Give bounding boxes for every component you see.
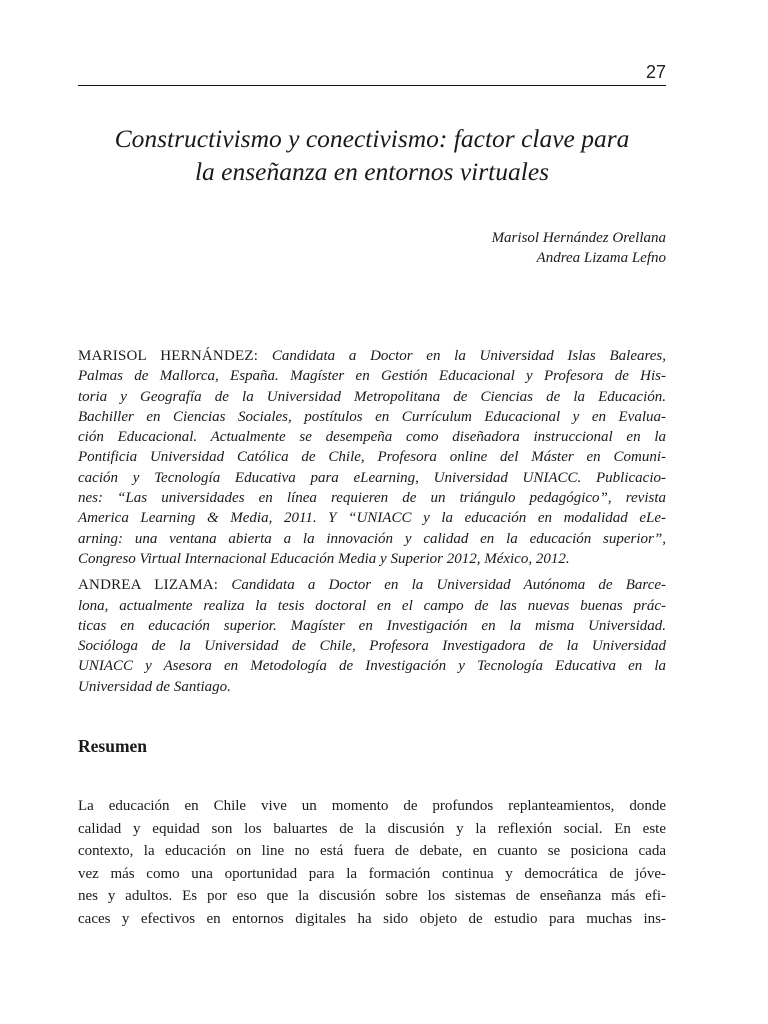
bio-line: America Learning & Media, 2011. Y “UNIACC y la educación en modalidad eLe- xyxy=(78,510,666,527)
bio-line: Socióloga de la Universidad de Chile, Profesora Investigadora de la Universidad xyxy=(78,638,666,655)
header-rule xyxy=(78,85,666,86)
bio-line: Congreso Virtual Internacional Educación Media y Superior 2012, México, 2012. xyxy=(78,550,570,567)
author-list xyxy=(492,228,666,268)
bio-line: Palmas de Mallorca, España. Magíster en Gestión Educacional y Profesora de His- xyxy=(78,368,666,385)
bio-line: toria y Geografía de la Universidad Metropolitana de Ciencias de la Educación. xyxy=(78,388,666,405)
bio-line: UNIACC y Asesora en Metodología de Investigación y Tecnología Educativa en la xyxy=(78,658,666,675)
bio-line xyxy=(78,575,666,595)
bio-author-name: ANDREA LIZAMA: xyxy=(78,577,219,594)
body-line: La educación en Chile vive un momento de profundos replanteamientos, donde xyxy=(78,798,666,814)
page-number: 27 xyxy=(645,62,666,82)
bio-line: Universidad de Santiago. xyxy=(78,678,231,695)
article-title xyxy=(78,122,666,188)
body-line: calidad y equidad son los baluartes de la discusión y la reflexión social. En este xyxy=(78,820,666,837)
bio-line: ción Educacional. Actualmente se desempeña como diseñadora instruccional en la xyxy=(78,429,666,446)
bio-andrea xyxy=(78,575,666,697)
abstract-body xyxy=(78,795,666,931)
bio-first-line: Candidata a Doctor en la Universidad Islas Baleares, xyxy=(271,348,667,364)
bio-marisol xyxy=(78,346,666,569)
body-line: contexto, la educación on line no está fuera de debate, en cuanto se posiciona cada xyxy=(78,843,666,860)
bio-line: arning: una ventana abierta a la innovación y calidad en la educación superior”, xyxy=(78,530,666,547)
bio-line: lona, actualmente realiza la tesis doctoral en el campo de las nuevas buenas prác- xyxy=(78,597,666,614)
bio-line: Bachiller en Ciencias Sociales, postítulos en Currículum Educacional y en Evalua- xyxy=(78,408,666,425)
author-name: Marisol Hernández Orellana xyxy=(491,230,666,246)
bio-first-line: Candidata a Doctor en la Universidad Autónoma de Barce- xyxy=(231,577,667,594)
section-heading: Resumen xyxy=(78,736,148,756)
title-line-2: la enseñanza en entornos virtuales xyxy=(194,157,550,186)
bio-line: Pontificia Universidad Católica de Chile, Profesora online del Máster en Comuni- xyxy=(78,449,666,466)
author-name: Andrea Lizama Lefno xyxy=(536,250,666,266)
bio-author-name: MARISOL HERNÁNDEZ: xyxy=(78,348,259,364)
bio-line: ticas en educación superior. Magíster en Investigación en la misma Universidad. xyxy=(78,617,666,634)
body-line: vez más como una oportunidad para la formación continua y democrática de jóve- xyxy=(78,865,666,882)
bio-line: cación y Tecnología Educativa para eLearning, Universidad UNIACC. Publicacio- xyxy=(78,469,666,486)
bio-line xyxy=(78,346,666,366)
bio-line: nes: “Las universidades en línea requieren de un triángulo pedagógico”, revista xyxy=(78,490,666,507)
author-bios xyxy=(78,346,666,703)
body-line: nes y adultos. Es por eso que la discusión sobre los sistemas de enseñanza más efi- xyxy=(78,888,666,905)
body-line: caces y efectivos en entornos digitales ha sido objeto de estudio para muchas ins- xyxy=(78,910,666,927)
title-line-1: Constructivismo y conectivismo: factor clave para xyxy=(114,124,630,153)
